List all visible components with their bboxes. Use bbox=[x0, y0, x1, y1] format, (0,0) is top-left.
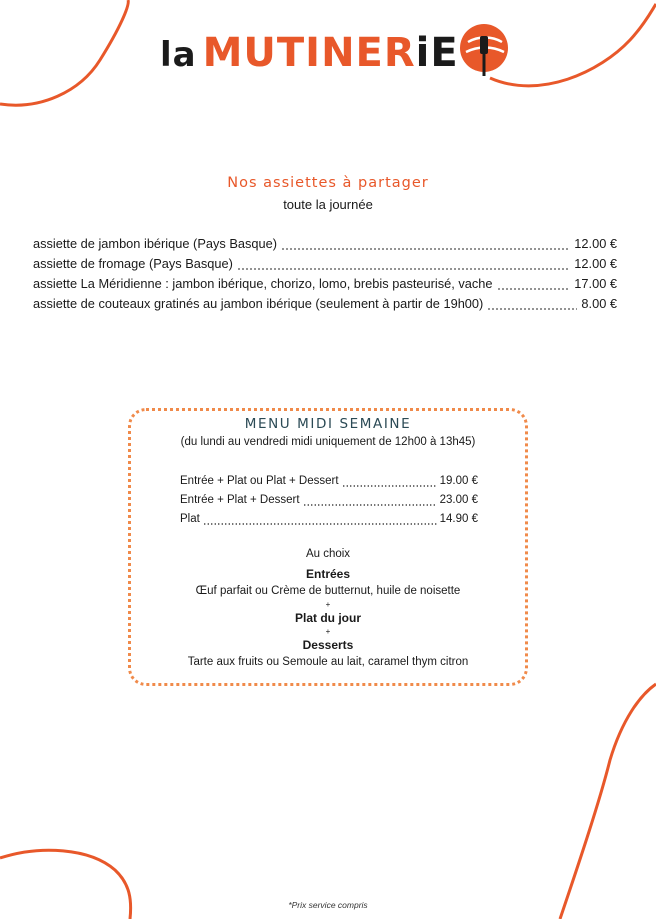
fork-plate-icon bbox=[456, 22, 516, 82]
dot-leader bbox=[497, 274, 571, 294]
dot-leader bbox=[237, 254, 570, 274]
midi-menu-title: MENU MIDI SEMAINE bbox=[244, 416, 412, 432]
share-item: assiette de couteaux gratinés au jambon ibérique (seulement à partir de 19h00) 8.00 € bbox=[33, 294, 617, 314]
dot-leader bbox=[281, 234, 570, 254]
plus-separator: + bbox=[325, 600, 331, 609]
dot-leader bbox=[303, 491, 437, 510]
desserts-heading: Desserts bbox=[302, 638, 354, 652]
formule-item: Entrée + Plat + Dessert 23.00 € bbox=[180, 491, 478, 510]
brand-logo bbox=[160, 22, 520, 84]
formules-list bbox=[180, 472, 478, 529]
share-section-title: Nos assiettes à partager bbox=[227, 175, 429, 191]
formule-item: Entrée + Plat ou Plat + Dessert 19.00 € bbox=[180, 472, 478, 491]
plus-separator: + bbox=[325, 627, 331, 636]
entrees-heading: Entrées bbox=[305, 567, 351, 581]
share-section-subtitle: toute la journée bbox=[283, 197, 373, 212]
desserts-text: Tarte aux fruits ou Semoule au lait, caramel thym citron bbox=[187, 656, 469, 668]
share-item: assiette de fromage (Pays Basque) 12.00 € bbox=[33, 254, 617, 274]
share-items-list bbox=[33, 234, 617, 314]
dot-leader bbox=[342, 472, 437, 491]
au-choix-section bbox=[128, 546, 528, 671]
share-item: assiette La Méridienne : jambon ibérique, chorizo, lomo, brebis pasteurisé, vache 17.00 € bbox=[33, 274, 617, 294]
logo-wordmark: la MUTINERiE bbox=[160, 30, 459, 76]
footer-note: *Prix service compris bbox=[288, 900, 368, 910]
au-choix-label: Au choix bbox=[305, 548, 351, 560]
plat-heading: Plat du jour bbox=[295, 611, 361, 625]
share-item: assiette de jambon ibérique (Pays Basque) 12.00 € bbox=[33, 234, 617, 254]
dot-leader bbox=[203, 510, 437, 529]
entrees-text: Œuf parfait ou Crème de butternut, huile de noisette bbox=[195, 585, 461, 597]
midi-menu-subtitle: (du lundi au vendredi midi uniquement de 12h00 à 13h45) bbox=[180, 436, 476, 448]
dot-leader bbox=[487, 294, 577, 314]
formule-item: Plat 14.90 € bbox=[180, 510, 478, 529]
